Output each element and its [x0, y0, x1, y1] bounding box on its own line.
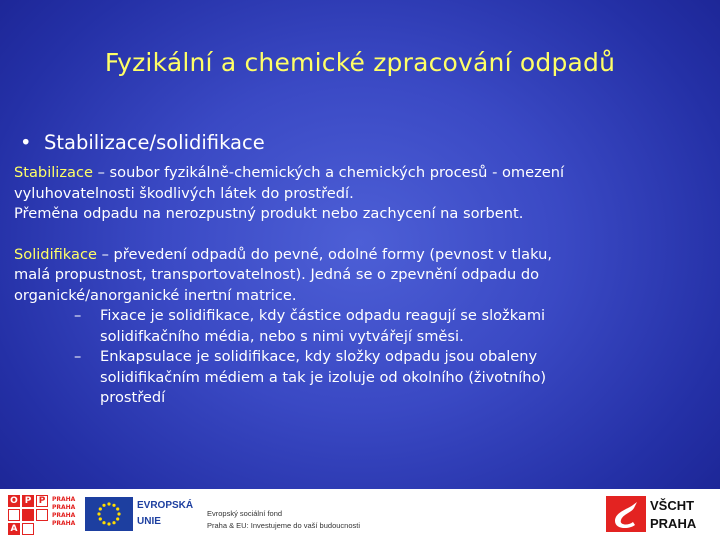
term-solidifikace: Solidifikace: [14, 245, 97, 263]
opp-line: PRAHA: [52, 496, 76, 503]
eu-line: EVROPSKÁ: [137, 500, 194, 511]
opp-letter: P: [36, 495, 48, 507]
eu-flag-icon: [85, 497, 133, 531]
esf-line: Evropský sociální fond: [207, 509, 283, 518]
paragraph-line: malá propustnost, transportovatelnost). Jedná se o zpevnění odpadu do: [14, 266, 540, 283]
opp-line: PRAHA: [52, 512, 76, 519]
opp-letter: P: [22, 495, 34, 507]
opp-square: [22, 509, 34, 521]
paragraph-line: – soubor fyzikálně-chemických a chemických procesů - omezení: [92, 164, 565, 181]
paragraph-line: vyluhovatelnosti škodlivých látek do prostředí.: [14, 184, 354, 202]
term-stabilizace: Stabilizace: [14, 164, 93, 181]
vscht-line: PRAHA: [650, 516, 697, 531]
opp-text-block: [52, 496, 75, 528]
dash-marker: –: [74, 348, 82, 365]
opp-line: PRAHA: [52, 520, 76, 527]
dash-marker: –: [74, 307, 82, 324]
opp-line: PRAHA: [52, 504, 76, 511]
vscht-logo-icon: [606, 496, 646, 532]
slide-content: [14, 163, 704, 409]
subitem-line: prostředí: [100, 389, 166, 406]
opp-praha-logo: [8, 493, 84, 535]
esf-label: [207, 508, 360, 532]
vscht-line: VŠCHT: [650, 498, 695, 513]
paragraph-line: organické/anorganické inertní matrice.: [14, 286, 297, 304]
paragraph-line: – převedení odpadů do pevné, odolné formy (pevnost v tlaku,: [96, 245, 552, 263]
solidifikace-paragraph: [14, 245, 704, 307]
paragraph-line: Přeměna odpadu na nerozpustný produkt nebo zachycení na sorbent.: [14, 205, 524, 222]
subitem-line: Fixace je solidifikace, kdy částice odpadu reagují se složkami: [100, 307, 546, 324]
logo-footer: [0, 489, 720, 540]
subitem-line: Enkapsulace je solidifikace, kdy složky odpadu jsou obaleny: [100, 348, 538, 365]
eu-stars-icon: [85, 497, 133, 531]
esf-line: Praha & EU: Investujeme do vaší budoucnosti: [207, 521, 361, 530]
opp-letter: O: [8, 495, 20, 507]
slide-title: Fyzikální a chemické zpracování odpadů: [104, 48, 616, 77]
stabilizace-paragraph: [14, 163, 704, 225]
eu-line: UNIE: [137, 516, 161, 527]
opp-letter: A: [8, 523, 20, 535]
subitem-fixace: [14, 306, 704, 347]
main-bullet-text: Stabilizace/solidifikace: [44, 131, 265, 154]
subitem-line: solidifkačního média, nebo s nimi vytvářejí směsi.: [100, 327, 464, 345]
opp-letter-grid: [8, 493, 48, 535]
opp-square: [22, 523, 34, 535]
eu-label: [137, 498, 193, 530]
main-bullet: [20, 131, 265, 154]
vscht-label: [650, 497, 696, 533]
subitem-enkapsulace: [14, 347, 704, 409]
subitem-line: solidifikačním médiem a tak je izoluje od okolního (životního): [100, 368, 547, 386]
bullet-symbol: •: [20, 131, 32, 154]
opp-square: [36, 509, 48, 521]
opp-square: [8, 509, 20, 521]
